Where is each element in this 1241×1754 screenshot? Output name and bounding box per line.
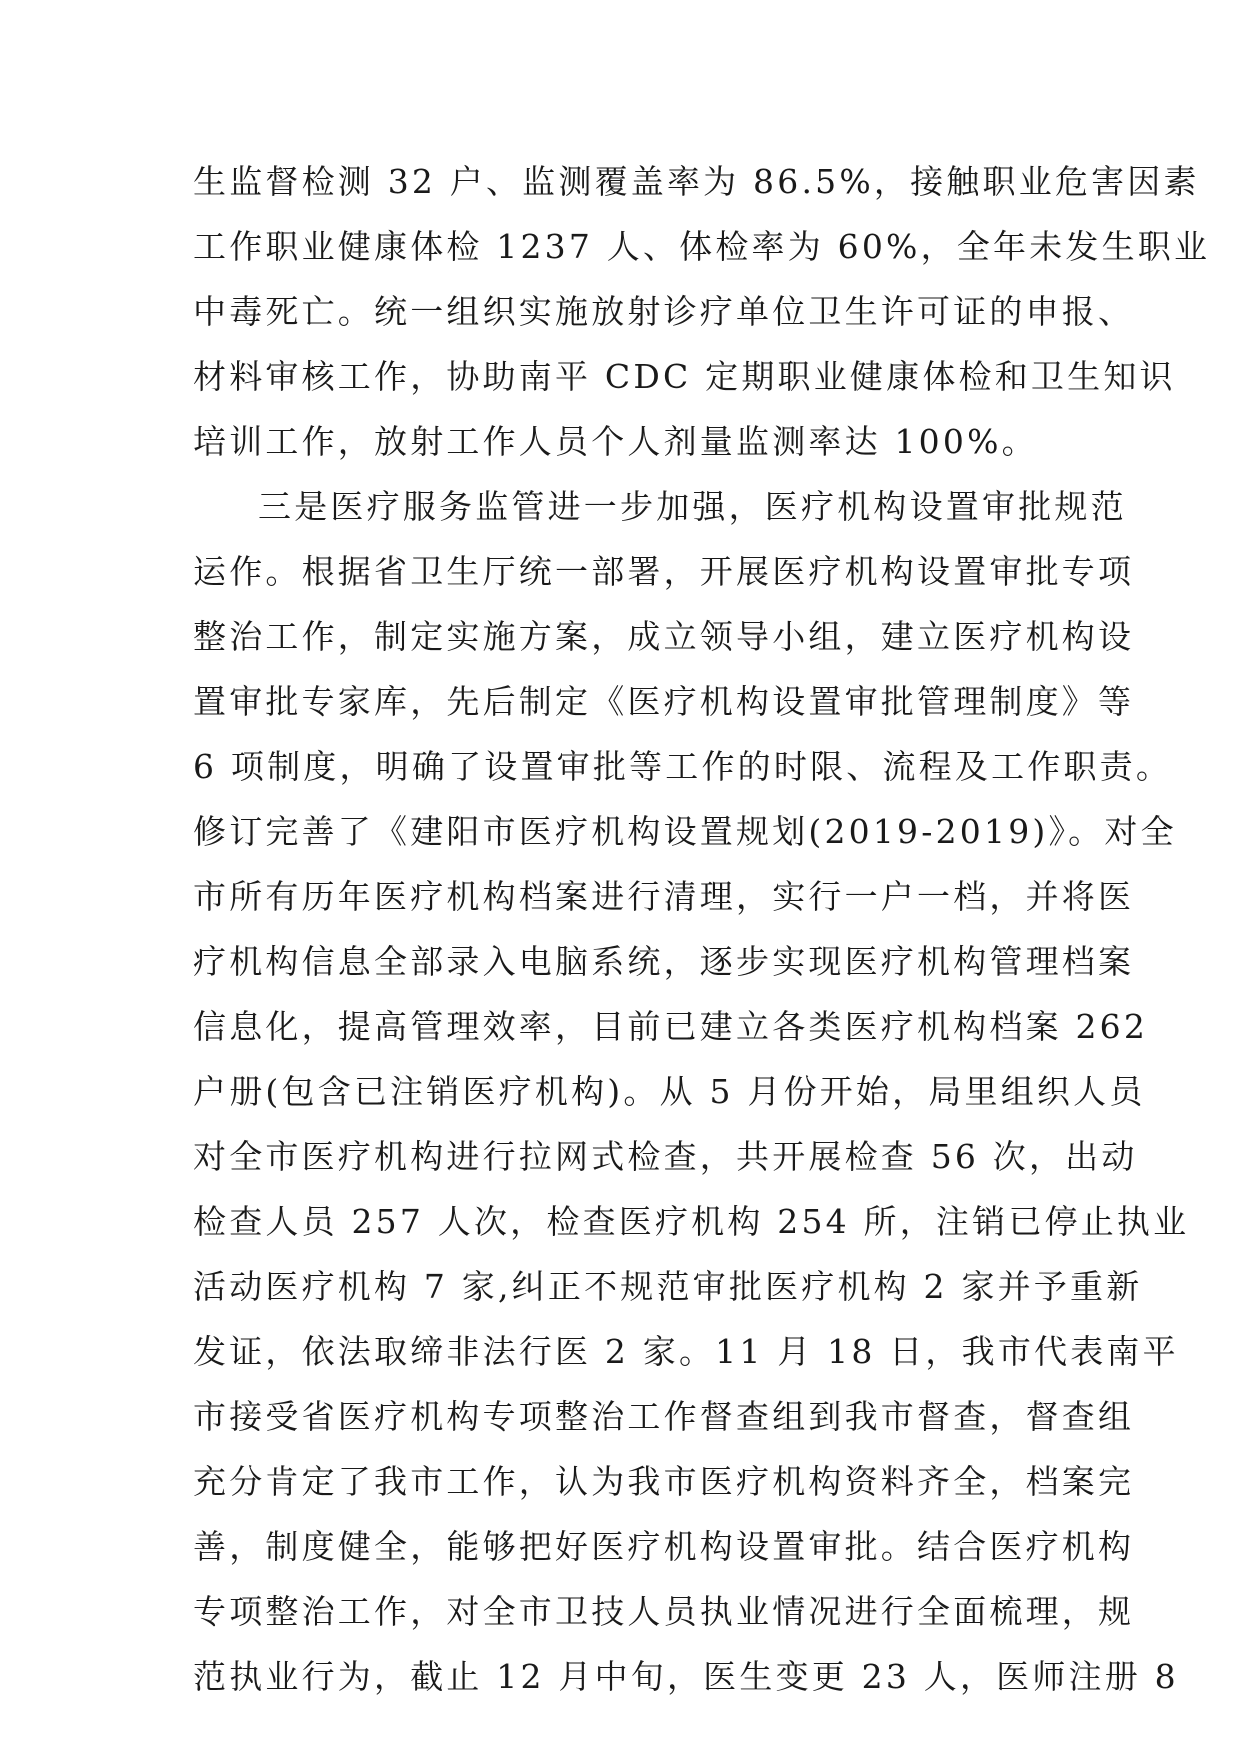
paragraph-line-9: 置审批专家库，先后制定《医疗机构设置审批管理制度》等 [193,682,1135,721]
paragraph-line-7: 运作。根据省卫生厅统一部署，开展医疗机构设置审批专项 [193,552,1135,591]
paragraph-line-3: 中毒死亡。统一组织实施放射诊疗单位卫生许可证的申报、 [193,292,1135,331]
paragraph-line-17: 检查人员 257 人次，检查医疗机构 254 所，注销已停止执业 [193,1202,1190,1241]
paragraph-line-11: 修订完善了《建阳市医疗机构设置规划(2019-2019)》。对全 [193,812,1177,851]
paragraph-line-13: 疗机构信息全部录入电脑系统，逐步实现医疗机构管理档案 [193,942,1135,981]
paragraph-line-12: 市所有历年医疗机构档案进行清理，实行一户一档，并将医 [193,877,1135,916]
paragraph-line-14: 信息化，提高管理效率，目前已建立各类医疗机构档案 262 [193,1007,1149,1046]
paragraph-line-4: 材料审核工作，协助南平 CDC 定期职业健康体检和卫生知识 [193,357,1176,396]
paragraph-line-15: 户册(包含已注销医疗机构)。从 5 月份开始，局里组织人员 [193,1072,1146,1111]
paragraph-line-10: 6 项制度，明确了设置审批等工作的时限、流程及工作职责。 [193,747,1173,786]
paragraph-line-19: 发证，依法取缔非法行医 2 家。11 月 18 日，我市代表南平 [193,1332,1179,1371]
paragraph-line-22: 善，制度健全，能够把好医疗机构设置审批。结合医疗机构 [193,1527,1135,1566]
paragraph-line-18: 活动医疗机构 7 家,纠正不规范审批医疗机构 2 家并予重新 [193,1267,1143,1306]
paragraph-line-8: 整治工作，制定实施方案，成立领导小组，建立医疗机构设 [193,617,1135,656]
paragraph-line-21: 充分肯定了我市工作，认为我市医疗机构资料齐全，档案完 [193,1462,1135,1501]
paragraph-line-24: 范执业行为，截止 12 月中旬，医生变更 23 人，医师注册 8 [193,1657,1179,1696]
paragraph-line-20: 市接受省医疗机构专项整治工作督查组到我市督查，督查组 [193,1397,1135,1436]
paragraph-line-16: 对全市医疗机构进行拉网式检查，共开展检查 56 次，出动 [193,1137,1138,1176]
paragraph-line-23: 专项整治工作，对全市卫技人员执业情况进行全面梳理，规 [193,1592,1135,1631]
paragraph-line-1: 生监督检测 32 户、监测覆盖率为 86.5%，接触职业危害因素 [193,162,1200,201]
paragraph-first-line: 三是医疗服务监管进一步加强，医疗机构设置审批规范 [258,487,1127,526]
paragraph-line-2: 工作职业健康体检 1237 人、体检率为 60%，全年未发生职业 [193,227,1211,266]
paragraph-line-5: 培训工作，放射工作人员个人剂量监测率达 100%。 [193,422,1038,461]
